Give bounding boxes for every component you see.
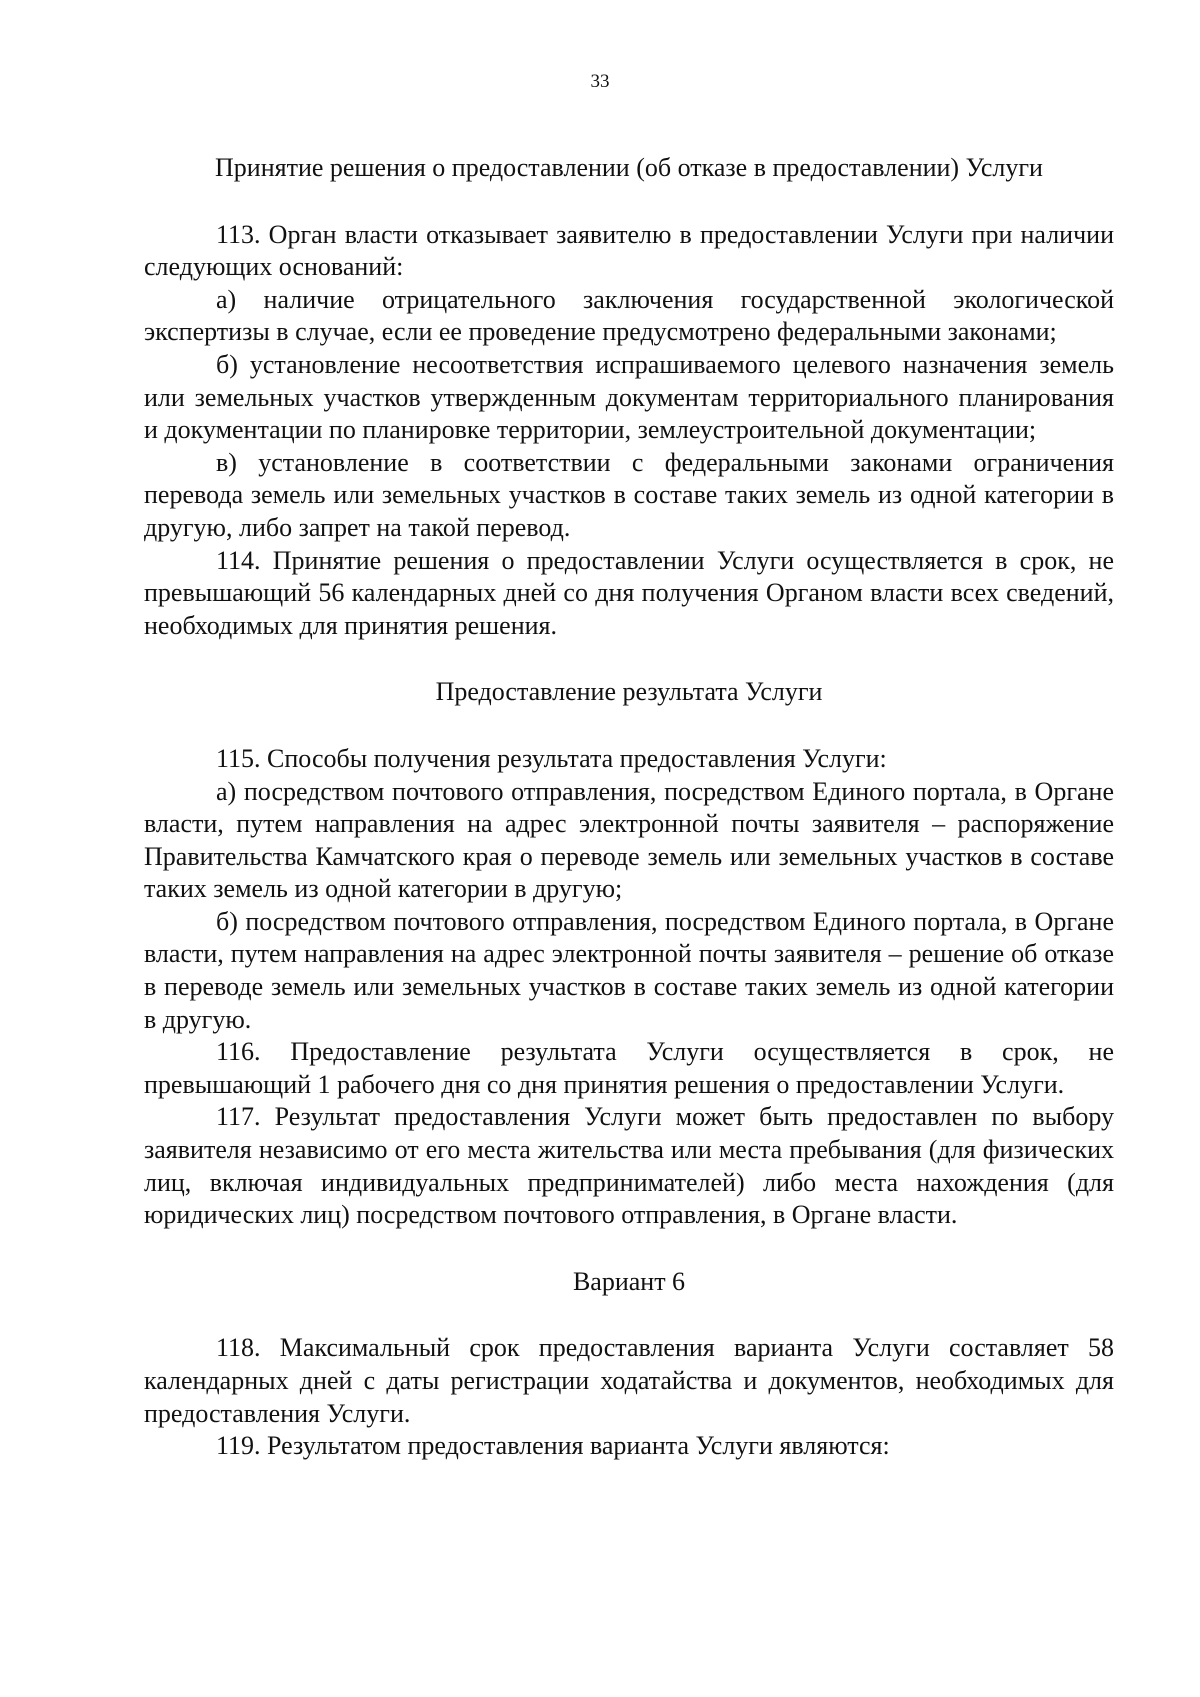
paragraph: а) наличие отрицательного заключения государственной экологической экспертизы в случае, если ее проведение предусмотрено федеральными законами;	[144, 284, 1114, 347]
paragraph: а) посредством почтового отправления, посредством Единого портала, в Органе власти, путем направления на адрес электронной почты заявителя – распоряжение Правительства Камчатского края о переводе земель или земельных участков в составе таких земель из одной категории в другую;	[144, 776, 1114, 904]
paragraph: б) установление несоответствия испрашиваемого целевого назначения земель или земельных участков утвержденным документам территориального планирования и документации по планировке территории, землеустроительной документации;	[144, 349, 1114, 445]
paragraph: в) установление в соответствии с федеральными законами ограничения перевода земель или земельных участков в составе таких земель из одной категории в другую, либо запрет на такой перевод.	[144, 447, 1114, 542]
paragraph: 117. Результат предоставления Услуги может быть предоставлен по выбору заявителя независимо от его места жительства или места пребывания (для физических лиц, включая индивидуальных предпринимателей) либо места нахождения (для юридических лиц) посредством почтового отправления, в Органе власти.	[144, 1102, 1114, 1230]
section-heading: Принятие решения о предоставлении (об отказе в предоставлении) Услуги	[215, 153, 1043, 182]
paragraph: 114. Принятие решения о предоставлении Услуги осуществляется в срок, не превышающий 56 календарных дней со дня получения Органом власти всех сведений, необходимых для принятия решения.	[144, 545, 1114, 640]
document-body	[144, 152, 1114, 1463]
paragraph: 113. Орган власти отказывает заявителю в предоставлении Услуги при наличии следующих оснований:	[144, 219, 1114, 282]
paragraph: 115. Способы получения результата предоставления Услуги:	[216, 743, 887, 773]
page-number: 33	[590, 71, 610, 92]
section-heading: Вариант 6	[572, 1266, 686, 1296]
paragraph: 116. Предоставление результата Услуги осуществляется в срок, не превышающий 1 рабочего дня со дня принятия решения о предоставлении Услуги.	[144, 1037, 1114, 1099]
paragraph: 118. Максимальный срок предоставления варианта Услуги составляет 58 календарных дней с даты регистрации ходатайства и документов, необходимых для предоставления Услуги.	[144, 1333, 1114, 1428]
section-heading: Предоставление результата Услуги	[435, 677, 823, 707]
paragraph: 119. Результатом предоставления варианта Услуги являются:	[216, 1431, 890, 1461]
paragraph: б) посредством почтового отправления, посредством Единого портала, в Органе власти, путем направления на адрес электронной почты заявителя – решение об отказе в переводе земель или земельных участков в составе таких земель из одной категории в другую.	[144, 906, 1114, 1034]
